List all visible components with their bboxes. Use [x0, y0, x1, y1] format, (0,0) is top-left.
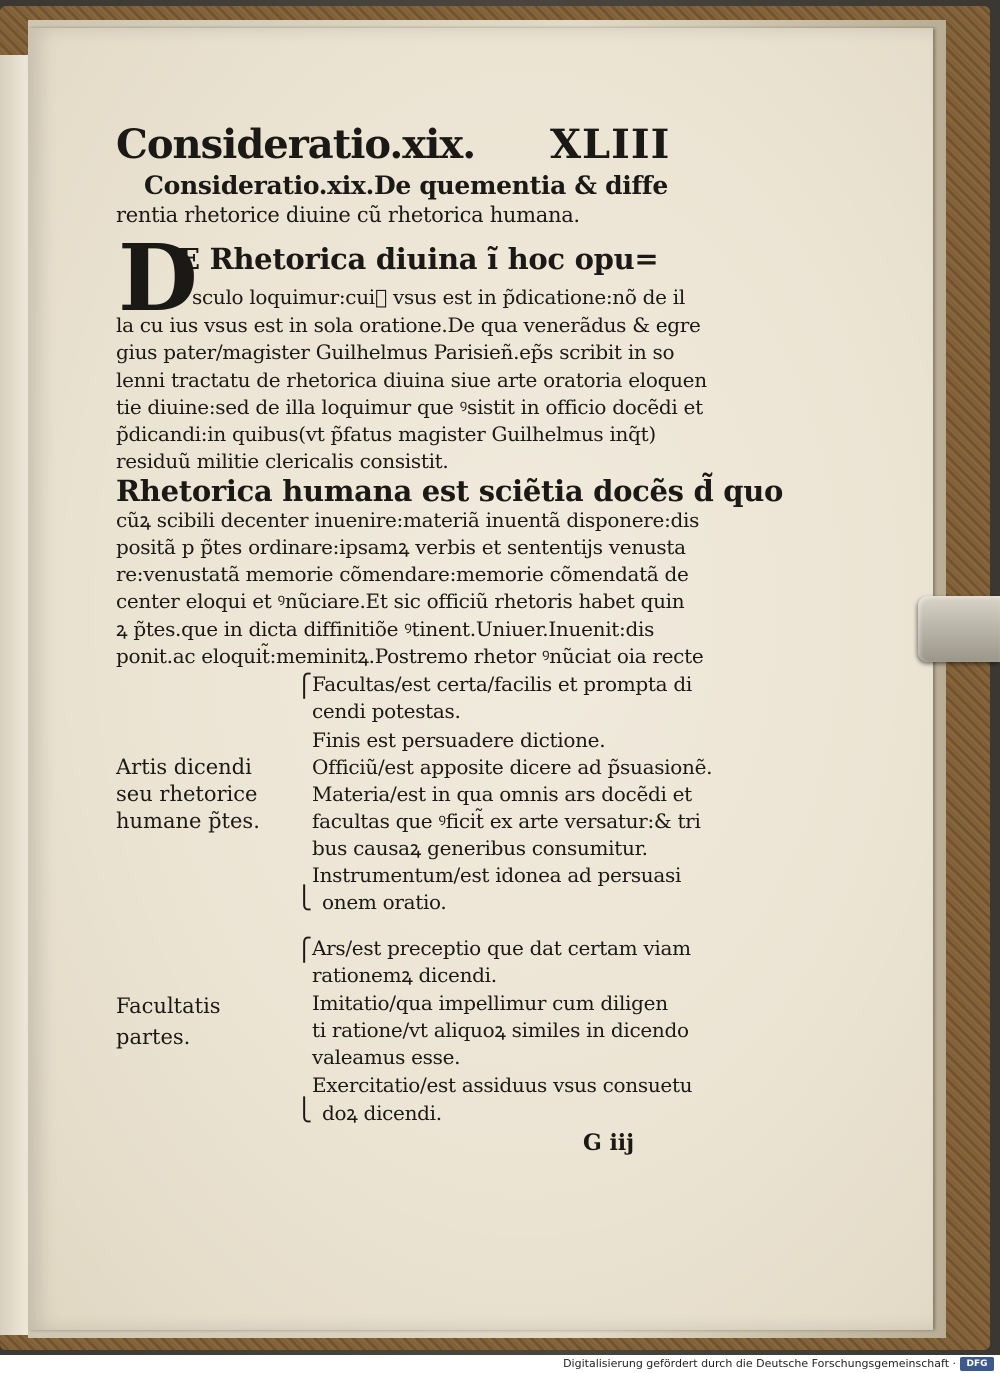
list-line: rationemꝝ dicendi.	[312, 963, 497, 987]
paragraph-line: center eloqui et ꝰnũciare.Et sic officiũ rhetoris habet quin	[116, 589, 685, 613]
paragraph-line: ponit.ac eloquit̃:meminitꝝ.Postremo rhetor ꝰnũciat oia recte	[116, 644, 704, 668]
list-line: Instrumentum/est idonea ad persuasi	[312, 863, 682, 887]
dfg-logo: DFG	[960, 1357, 994, 1371]
list-line: Finis est persuadere dictione.	[312, 728, 606, 752]
paragraph-line: gius pater/magister Guilhelmus Parisieñ.ep̃s scribit in so	[116, 340, 675, 364]
paragraph-line: la cu ius vsus est in sola oratione.De qua venerãdus & egre	[116, 313, 701, 337]
paragraph-line: positã p p̃tes ordinare:ipsamꝝ verbis et sententijs venusta	[116, 535, 686, 559]
side-label: Artis dicendi	[116, 755, 252, 779]
list-line: Facultas/est certa/facilis et prompta di	[312, 672, 692, 696]
brace-top-icon: ⎧	[296, 938, 313, 963]
brace-top-icon: ⎧	[296, 674, 313, 699]
footer-bar	[0, 1355, 1000, 1373]
side-label: partes.	[116, 1025, 191, 1049]
chapter-title-line: Consideratio.xix.De quementia & diffe	[144, 171, 668, 200]
drop-cap: D	[118, 224, 198, 332]
book-page	[28, 28, 933, 1330]
paragraph-line: E Rhetorica diuina ĩ hoc opu=	[178, 242, 659, 276]
list-line: ti ratione/vt aliquoꝝ similes in dicendo	[312, 1018, 689, 1042]
paragraph-line: p̃dicandi:in quibus(vt p̃fatus magister Guilhelmus inq̃t)	[116, 422, 656, 446]
brace-bottom-icon: ⎩	[296, 1098, 313, 1123]
list-line: valeamus esse.	[312, 1045, 461, 1069]
list-line: Ars/est preceptio que dat certam viam	[312, 936, 691, 960]
list-line: Materia/est in qua omnis ars docẽdi et	[312, 782, 692, 806]
list-line: facultas que ꝰficit̃ ex arte versatur:& tri	[312, 809, 701, 833]
chapter-title-line: rentia rhetorice diuine cũ rhetorica humana.	[116, 203, 580, 227]
list-line: doꝝ dicendi.	[322, 1101, 442, 1125]
paragraph-line: lenni tractatu de rhetorica diuina siue arte oratoria eloquen	[116, 368, 707, 392]
paragraph-line: re:venustatã memorie cõmendare:memorie cõmendatã de	[116, 562, 689, 586]
signature-mark: G iij	[583, 1130, 635, 1156]
list-line: onem oratio.	[322, 890, 447, 914]
list-line: Imitatio/qua impellimur cum diligen	[312, 991, 668, 1015]
left-page-edge	[0, 55, 28, 1335]
paragraph-line: tie diuine:sed de illa loquimur que ꝰsistit in officio docẽdi et	[116, 395, 703, 419]
bookmark-tab	[918, 596, 1000, 662]
footer-credit: Digitalisierung gefördert durch die Deutsche Forschungsgemeinschaft ·	[563, 1357, 956, 1370]
paragraph-line: residuũ militie clericalis consistit.	[116, 449, 449, 473]
side-label: Facultatis	[116, 994, 221, 1018]
folio-number: XLIII	[550, 121, 671, 168]
list-line: Officiũ/est apposite dicere ad p̃suasionẽ.	[312, 755, 713, 779]
list-line: Exercitatio/est assiduus vsus consuetu	[312, 1073, 693, 1097]
running-head: Consideratio.xix.	[116, 121, 476, 168]
paragraph-line: ꝝ p̃tes.que in dicta diffinitiõe ꝰtinent.Uniuer.Inuenit:dis	[116, 617, 655, 641]
brace-bottom-icon: ⎩	[296, 886, 313, 911]
list-line: cendi potestas.	[312, 699, 461, 723]
paragraph-line: sculo loquimur:cui᷒ vsus est in p̃dicatione:nõ de il	[192, 285, 685, 309]
side-label: humane p̃tes.	[116, 809, 260, 833]
paragraph-line: cũꝝ scibili decenter inuenire:materiã inuentã disponere:dis	[116, 508, 700, 532]
list-line: bus causaꝝ generibus consumitur.	[312, 836, 648, 860]
paragraph-line: Rhetorica humana est sciẽtia docẽs d̃ quo	[116, 474, 784, 508]
side-label: seu rhetorice	[116, 782, 258, 806]
